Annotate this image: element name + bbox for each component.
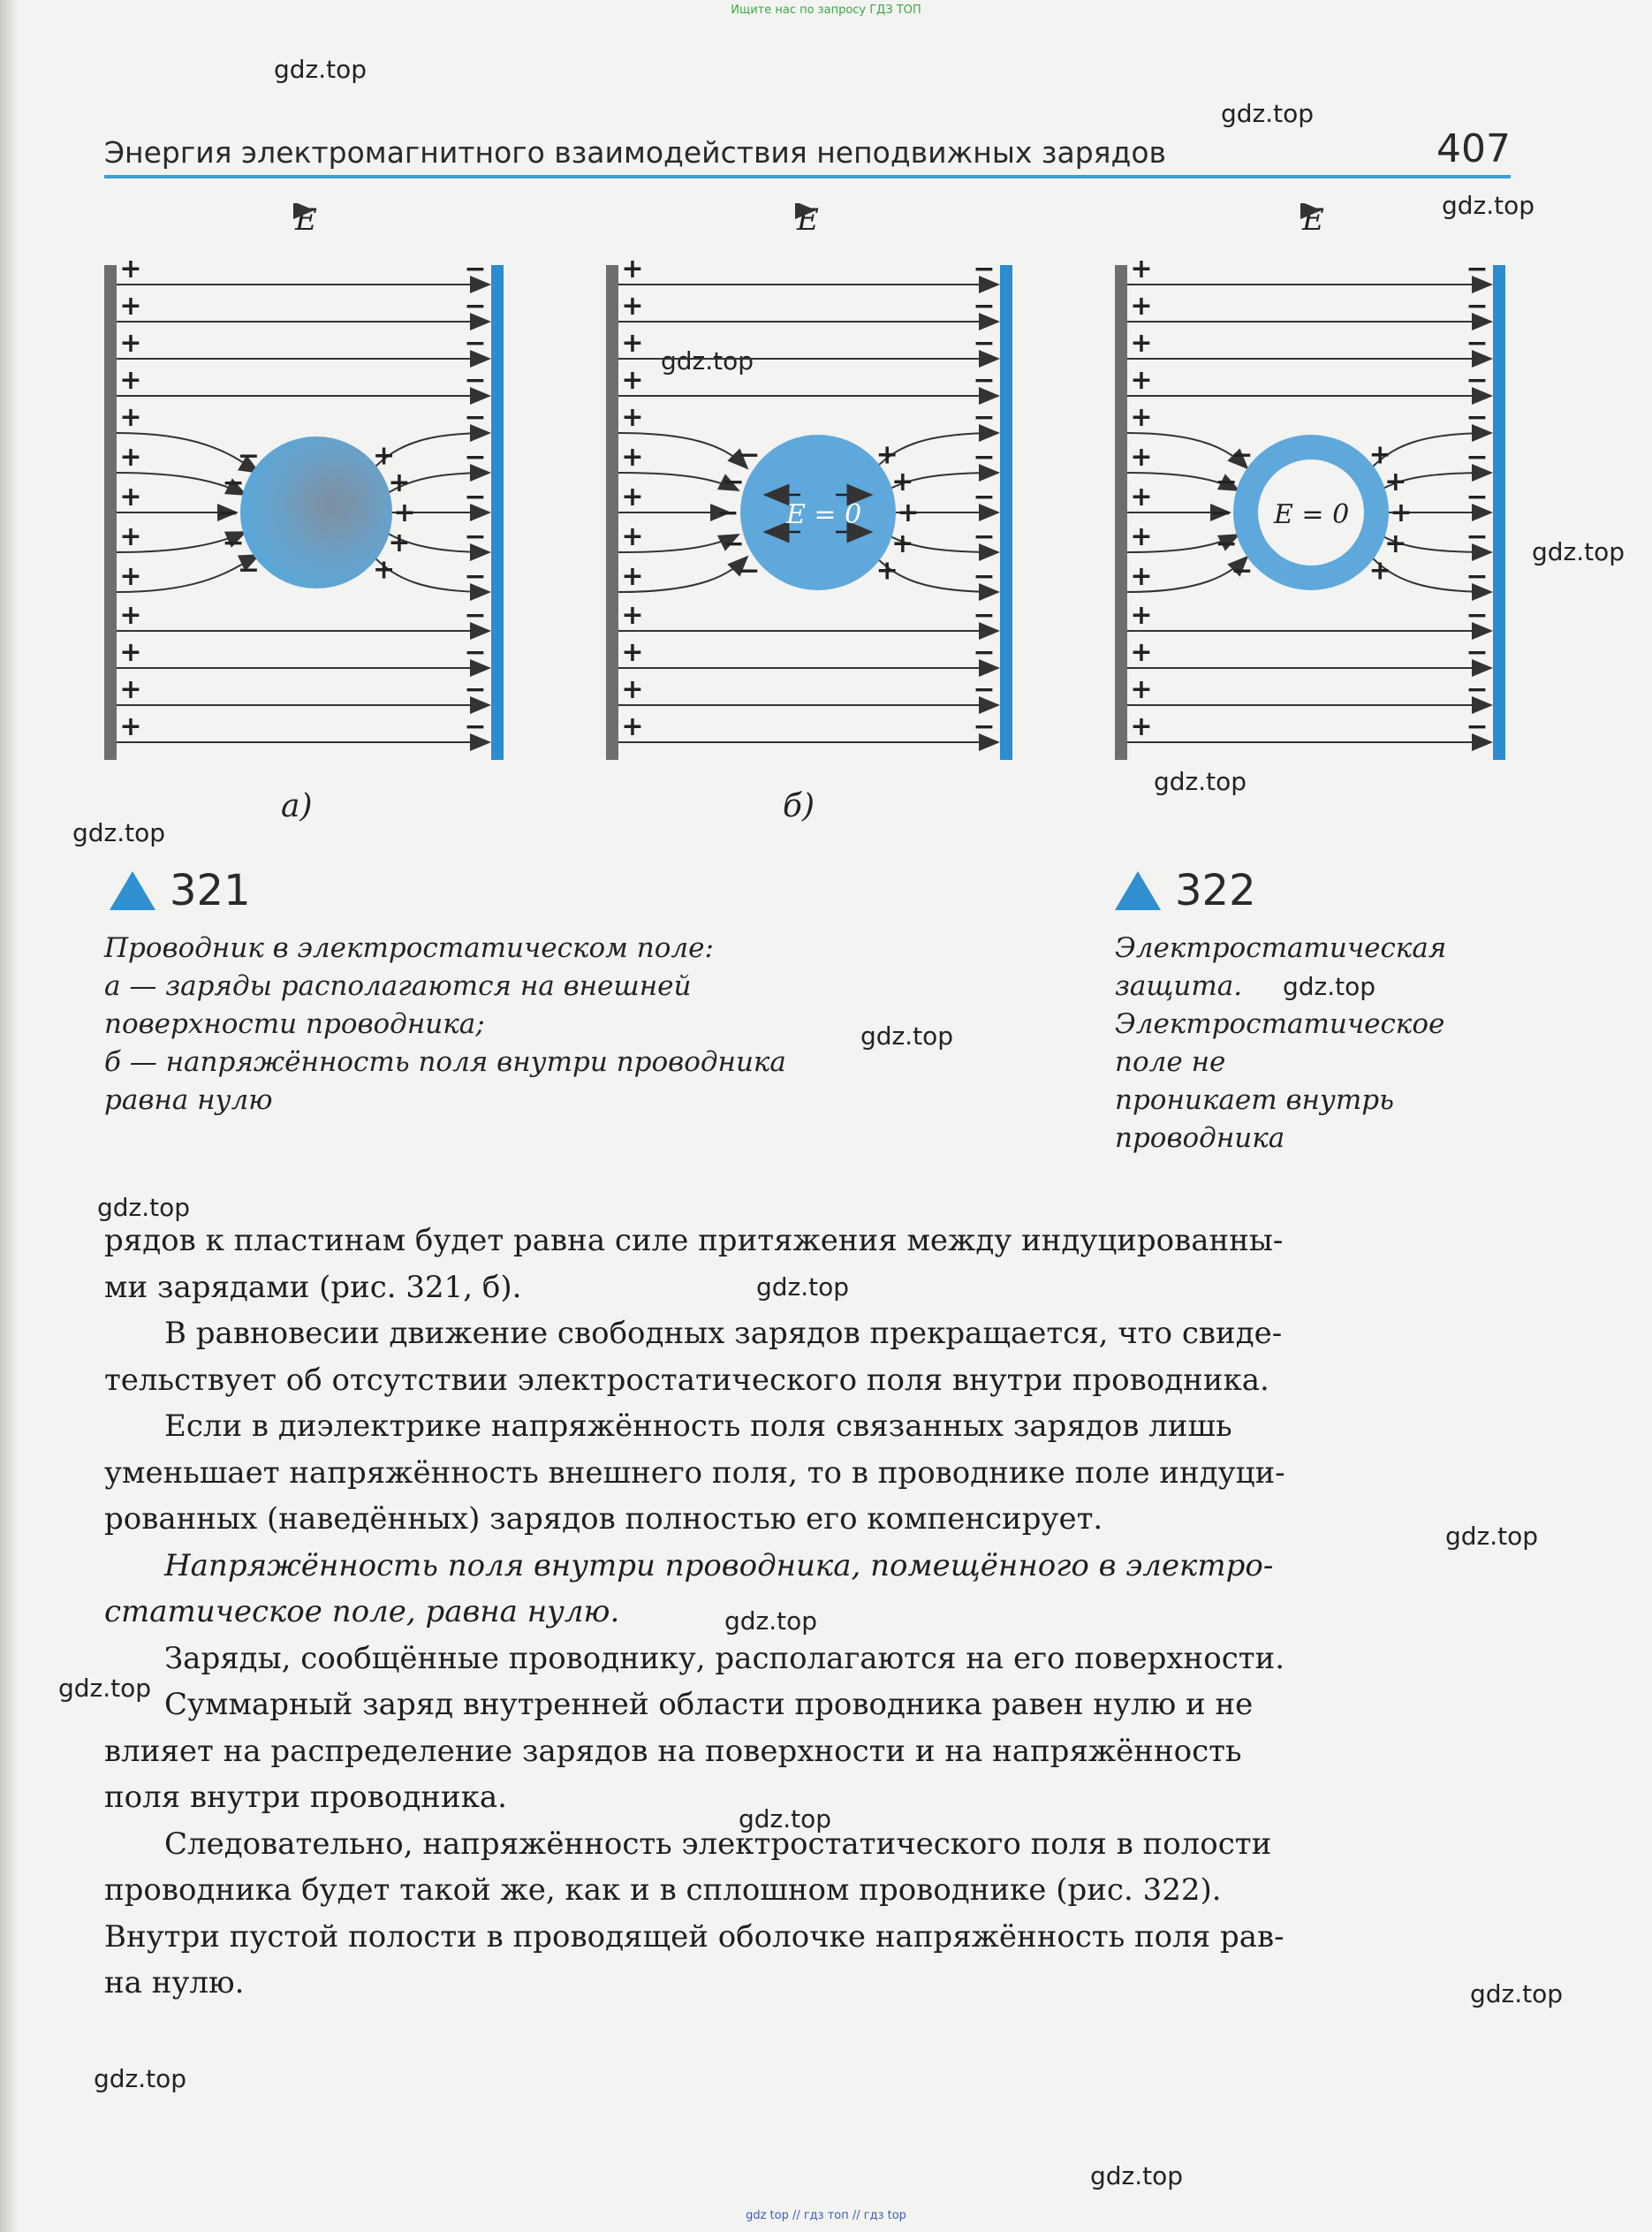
induced-minus-charge: − [738, 555, 761, 587]
caption-line: проникает внутрь [1115, 1084, 1395, 1116]
induced-minus-charge: − [738, 439, 761, 471]
figure-321-caption [104, 930, 786, 1120]
paragraph [104, 1310, 1511, 1403]
text-line: ми зарядами (рис. 321, б). [104, 1269, 522, 1305]
text-line: Суммарный заряд внутренней области проводника равен нулю и не [164, 1687, 1254, 1722]
plate-minus-charge: − [464, 442, 487, 473]
watermark: gdz.top [1221, 99, 1315, 128]
watermark: gdz.top [1090, 2161, 1184, 2190]
plate-minus-charge: − [1466, 402, 1489, 433]
paragraph [104, 1682, 1511, 1821]
positive-plate [1115, 265, 1127, 760]
induced-minus-charge: − [716, 497, 739, 528]
plate-plus-charge: + [621, 674, 644, 705]
plate-minus-charge: − [1466, 711, 1489, 742]
caption-line: проводника [1115, 1122, 1285, 1154]
plate-plus-charge: + [1130, 328, 1153, 359]
plate-minus-charge: − [1466, 600, 1489, 631]
induced-minus-charge: − [1209, 497, 1232, 528]
induced-minus-charge: − [1231, 555, 1254, 587]
paragraph [104, 1636, 1511, 1682]
induced-plus-charge: + [1368, 439, 1391, 471]
text-line: Внутри пустой полости в проводящей оболочке напряжённость поля рав- [104, 1918, 1284, 1955]
text-line: проводника будет такой же, как и в сплошном проводнике (рис. 322). [104, 1872, 1222, 1908]
plate-plus-charge: + [1130, 442, 1153, 473]
paragraph [104, 1218, 1511, 1310]
induced-minus-charge: − [216, 497, 239, 528]
plate-plus-charge: + [621, 328, 644, 359]
bottom-note: gdz top // гдз топ // гдз top [746, 2209, 906, 2222]
plate-plus-charge: + [119, 561, 142, 592]
figure-322-diagram [1115, 203, 1521, 769]
plate-plus-charge: + [1130, 365, 1153, 396]
induced-minus-charge: − [237, 554, 260, 586]
plate-plus-charge: + [119, 402, 142, 433]
paragraph [104, 1543, 1511, 1636]
plate-minus-charge: − [973, 482, 996, 512]
watermark: gdz.top [1445, 1522, 1539, 1551]
watermark: gdz.top [1283, 972, 1376, 1001]
plate-minus-charge: − [464, 674, 487, 705]
plate-plus-charge: + [1130, 521, 1153, 552]
plate-plus-charge: + [1130, 254, 1153, 285]
plate-minus-charge: − [1466, 521, 1489, 552]
plate-plus-charge: + [119, 674, 142, 705]
figure-322-caption [1115, 930, 1446, 1158]
paragraph [104, 1821, 1511, 2007]
watermark: gdz.top [1470, 1979, 1564, 2008]
watermark: gdz.top [72, 818, 166, 847]
induced-minus-charge: − [722, 467, 745, 498]
plate-plus-charge: + [1130, 561, 1153, 592]
watermark: gdz.top [661, 346, 754, 376]
plate-plus-charge: + [1130, 402, 1153, 433]
field-label: E [295, 203, 317, 238]
induced-plus-charge: + [891, 528, 914, 559]
plate-plus-charge: + [1130, 637, 1153, 668]
plate-minus-charge: − [973, 365, 996, 396]
positive-plate [606, 265, 618, 760]
induced-plus-charge: + [388, 467, 411, 498]
text-line: Если в диэлектрике напряжённость поля связанных зарядов лишь [164, 1408, 1232, 1444]
caption-line: поле не [1115, 1046, 1226, 1078]
watermark: gdz.top [94, 2064, 187, 2093]
plate-minus-charge: − [464, 365, 487, 396]
plate-plus-charge: + [119, 254, 142, 285]
plate-minus-charge: − [973, 328, 996, 359]
figure-b-label: б) [783, 788, 815, 824]
plate-minus-charge: − [464, 254, 487, 285]
induced-plus-charge: + [875, 555, 898, 587]
plate-minus-charge: − [973, 561, 996, 592]
figure-number: 321 [170, 866, 251, 915]
watermark: gdz.top [97, 1193, 191, 1222]
plate-plus-charge: + [119, 291, 142, 322]
plate-minus-charge: − [464, 482, 487, 512]
positive-plate [104, 265, 117, 760]
negative-plate [491, 265, 504, 760]
plate-minus-charge: − [464, 402, 487, 433]
induced-minus-charge: − [222, 528, 245, 559]
plate-minus-charge: − [1466, 674, 1489, 705]
plate-plus-charge: + [621, 291, 644, 322]
plate-plus-charge: + [119, 365, 142, 396]
plate-minus-charge: − [464, 637, 487, 668]
plate-minus-charge: − [464, 328, 487, 359]
induced-plus-charge: + [875, 439, 898, 471]
induced-minus-charge: − [1231, 439, 1254, 471]
plate-plus-charge: + [621, 711, 644, 742]
watermark: gdz.top [724, 1606, 818, 1636]
watermark: gdz.top [860, 1021, 954, 1051]
negative-plate [1000, 265, 1012, 760]
induced-minus-charge: − [1215, 467, 1238, 498]
plate-minus-charge: − [1466, 482, 1489, 512]
caption-line: Проводник в электростатическом поле: [104, 932, 714, 964]
induced-minus-charge: − [1215, 528, 1238, 559]
caption-line: защита. [1115, 970, 1243, 1002]
text-line: на нулю. [104, 1965, 245, 2000]
plate-plus-charge: + [621, 365, 644, 396]
plate-minus-charge: − [464, 711, 487, 742]
plate-plus-charge: + [621, 521, 644, 552]
plate-minus-charge: − [464, 600, 487, 631]
plate-minus-charge: − [1466, 254, 1489, 285]
plate-plus-charge: + [119, 482, 142, 512]
text-line: Напряжённость поля внутри проводника, помещённого в электро- [164, 1547, 1274, 1583]
triangle-marker-icon [110, 871, 155, 910]
body-text [104, 1218, 1511, 2007]
text-line: тельствует об отсутствии электростатического поля внутри проводника. [104, 1362, 1269, 1398]
plate-plus-charge: + [1130, 291, 1153, 322]
running-header [104, 122, 1511, 178]
watermark: gdz.top [1154, 767, 1247, 796]
plate-minus-charge: − [1466, 442, 1489, 473]
induced-plus-charge: + [388, 528, 411, 559]
watermark: gdz.top [58, 1674, 152, 1703]
induced-plus-charge: + [891, 467, 914, 498]
caption-line: поверхности проводника; [104, 1008, 485, 1040]
text-line: статическое поле, равна нулю. [104, 1594, 620, 1629]
negative-plate [1493, 265, 1505, 760]
figure-321b-diagram [606, 203, 1048, 769]
field-label: E [797, 203, 819, 238]
zero-field-label: E = 0 [1274, 499, 1350, 530]
figure-a-label: а) [281, 788, 313, 824]
plate-plus-charge: + [1130, 674, 1153, 705]
plate-plus-charge: + [621, 637, 644, 668]
plate-minus-charge: − [973, 711, 996, 742]
watermark: gdz.top [1532, 537, 1625, 566]
induced-minus-charge: − [237, 440, 260, 472]
plate-minus-charge: − [1466, 637, 1489, 668]
header-title: Энергия электромагнитного взаимодействия неподвижных зарядов [104, 135, 1166, 170]
induced-plus-charge: + [373, 554, 396, 586]
plate-minus-charge: − [464, 291, 487, 322]
plate-minus-charge: − [1466, 291, 1489, 322]
paragraph [104, 1403, 1511, 1543]
plate-plus-charge: + [1130, 482, 1153, 512]
page-number: 407 [1436, 126, 1511, 171]
text-line: рованных (наведённых) зарядов полностью его компенсирует. [104, 1501, 1103, 1537]
watermark: gdz.top [756, 1272, 850, 1302]
caption-line: Электростатическое [1115, 1008, 1445, 1040]
plate-plus-charge: + [119, 637, 142, 668]
plate-minus-charge: − [464, 521, 487, 552]
zero-field-label: E = 0 [786, 499, 862, 530]
top-note: Ищите нас по запросу ГДЗ ТОП [731, 4, 921, 17]
plate-minus-charge: − [1466, 561, 1489, 592]
plate-minus-charge: − [973, 442, 996, 473]
induced-plus-charge: + [897, 497, 920, 528]
text-line: уменьшает напряжённость внешнего поля, то в проводнике поле индуци- [104, 1454, 1285, 1491]
caption-line: б — напряжённость поля внутри проводника [104, 1046, 786, 1078]
plate-plus-charge: + [1130, 600, 1153, 631]
watermark: gdz.top [739, 1804, 832, 1833]
induced-plus-charge: + [1390, 497, 1413, 528]
plate-plus-charge: + [621, 442, 644, 473]
text-line: Следовательно, напряжённость электростатического поля в полости [164, 1826, 1272, 1862]
plate-minus-charge: − [1466, 365, 1489, 396]
plate-plus-charge: + [119, 521, 142, 552]
text-line: влияет на распределение зарядов на поверхности и на напряжённость [104, 1733, 1242, 1769]
plate-plus-charge: + [621, 482, 644, 512]
induced-minus-charge: − [722, 528, 745, 559]
plate-plus-charge: + [621, 561, 644, 592]
caption-line: Электростатическая [1115, 932, 1447, 964]
plate-minus-charge: − [973, 291, 996, 322]
figure-number: 322 [1175, 866, 1256, 915]
induced-plus-charge: + [393, 497, 416, 528]
field-label: E [1302, 203, 1324, 238]
plate-minus-charge: − [973, 402, 996, 433]
plate-minus-charge: − [973, 254, 996, 285]
figure-322-number [1115, 866, 1256, 915]
triangle-marker-icon [1115, 871, 1161, 910]
text-line: В равновесии движение свободных зарядов прекращается, что свиде- [164, 1316, 1283, 1351]
induced-minus-charge: − [222, 467, 245, 498]
caption-line: равна нулю [104, 1084, 273, 1116]
watermark: gdz.top [274, 55, 368, 84]
page-shadow [0, 0, 19, 2232]
figure-321-number [110, 866, 251, 915]
plate-plus-charge: + [1130, 711, 1153, 742]
plate-plus-charge: + [119, 442, 142, 473]
plate-plus-charge: + [119, 600, 142, 631]
figure-321a-diagram [104, 203, 546, 769]
induced-plus-charge: + [1384, 467, 1407, 498]
plate-minus-charge: − [973, 600, 996, 631]
watermark: gdz.top [1442, 191, 1535, 220]
plate-plus-charge: + [621, 254, 644, 285]
text-line: поля внутри проводника. [104, 1780, 507, 1815]
plate-minus-charge: − [973, 521, 996, 552]
plate-plus-charge: + [119, 328, 142, 359]
plate-plus-charge: + [621, 600, 644, 631]
text-line: Заряды, сообщённые проводнику, располагаются на его поверхности. [164, 1640, 1285, 1676]
text-line: рядов к пластинам будет равна силе притяжения между индуцированны- [104, 1223, 1284, 1258]
plate-minus-charge: − [1466, 328, 1489, 359]
plate-minus-charge: − [464, 561, 487, 592]
plate-minus-charge: − [973, 674, 996, 705]
induced-plus-charge: + [373, 440, 396, 472]
plate-plus-charge: + [621, 402, 644, 433]
conductor-sphere [237, 437, 392, 588]
induced-plus-charge: + [1384, 528, 1407, 559]
plate-plus-charge: + [119, 711, 142, 742]
caption-line: а — заряды располагаются на внешней [104, 970, 692, 1002]
induced-plus-charge: + [1368, 555, 1391, 587]
plate-minus-charge: − [973, 637, 996, 668]
